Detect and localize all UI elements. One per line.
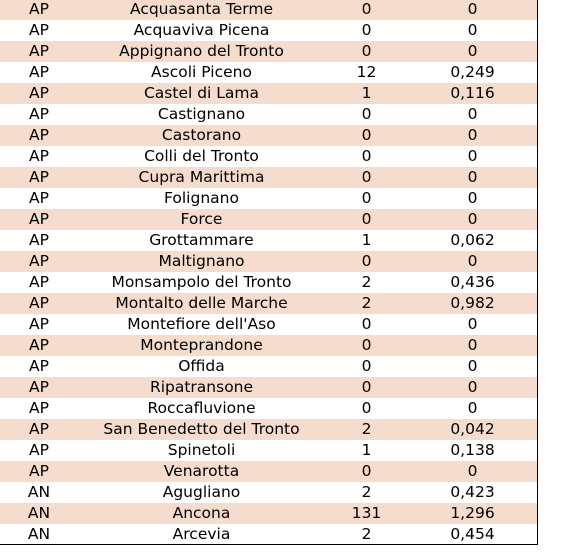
comune-name-cell: Castorano — [78, 125, 325, 146]
comune-name-cell: Appignano del Tronto — [78, 41, 325, 62]
count-cell: 0 — [361, 21, 372, 39]
rate-cell: 0 — [408, 461, 537, 482]
table-row — [0, 419, 537, 440]
province-cell: AP — [29, 399, 49, 417]
table-row — [0, 167, 537, 188]
comune-name-cell: Monsampolo del Tronto — [111, 273, 292, 291]
count-cell: 2 — [361, 273, 372, 291]
rate-cell: 1,296 — [408, 503, 537, 524]
count-cell: 0 — [325, 125, 408, 146]
rate-cell: 0 — [408, 377, 537, 398]
count-cell: 0 — [361, 357, 372, 375]
province-cell: AP — [29, 315, 49, 333]
province-cell: AN — [27, 525, 51, 543]
count-cell: 2 — [325, 419, 408, 440]
comune-name-cell: Offida — [178, 357, 225, 375]
province-cell: AP — [0, 335, 78, 356]
province-cell: AP — [0, 0, 78, 20]
province-cell: AP — [29, 21, 49, 39]
province-cell: AP — [0, 167, 78, 188]
count-cell: 0 — [361, 189, 372, 207]
rate-cell: 0,138 — [450, 441, 495, 459]
table-row — [0, 314, 537, 335]
table-row — [0, 104, 537, 125]
table-row — [0, 272, 537, 293]
count-cell: 1 — [361, 441, 372, 459]
province-cell: AP — [0, 251, 78, 272]
count-cell: 0 — [325, 167, 408, 188]
province-cell: AP — [29, 273, 49, 291]
table-row — [0, 503, 537, 524]
comune-name-cell: San Benedetto del Tronto — [78, 419, 325, 440]
table-row — [0, 146, 537, 167]
table-row — [0, 209, 537, 230]
rate-cell: 0,249 — [450, 63, 495, 81]
table-row — [0, 230, 537, 251]
table-row — [0, 62, 537, 83]
count-cell: 1 — [325, 83, 408, 104]
comune-name-cell: Colli del Tronto — [144, 147, 259, 165]
comune-name-cell: Venarotta — [78, 461, 325, 482]
comune-name-cell: Acquaviva Picena — [133, 21, 270, 39]
rate-cell: 0,062 — [450, 231, 495, 249]
count-cell: 0 — [361, 105, 372, 123]
rate-cell: 0 — [408, 0, 537, 20]
comune-name-cell: Ripatransone — [78, 377, 325, 398]
comune-name-cell: Cupra Marittima — [78, 167, 325, 188]
province-cell: AP — [29, 189, 49, 207]
table-row — [0, 482, 537, 503]
rate-cell: 0,423 — [450, 483, 495, 501]
rate-cell: 0 — [408, 209, 537, 230]
table-row — [0, 377, 537, 398]
province-cell: AP — [29, 105, 49, 123]
rate-cell: 0,982 — [408, 293, 537, 314]
table-row — [0, 125, 537, 146]
rate-cell: 0,042 — [408, 419, 537, 440]
province-cell: AP — [0, 83, 78, 104]
province-cell: AP — [29, 63, 49, 81]
comune-name-cell: Spinetoli — [167, 441, 236, 459]
count-cell: 2 — [325, 293, 408, 314]
province-cell: AP — [0, 125, 78, 146]
table-row — [0, 251, 537, 272]
comune-name-cell: Ascoli Piceno — [151, 63, 252, 81]
rate-cell: 0 — [408, 41, 537, 62]
province-cell: AP — [0, 293, 78, 314]
count-cell: 0 — [325, 377, 408, 398]
province-cell: AN — [27, 483, 51, 501]
count-cell: 0 — [361, 399, 372, 417]
count-cell: 0 — [325, 0, 408, 20]
count-cell: 131 — [325, 503, 408, 524]
province-cell: AP — [29, 147, 49, 165]
table-row — [0, 461, 537, 482]
comune-name-cell: Monteprandone — [78, 335, 325, 356]
rate-cell: 0 — [467, 105, 478, 123]
comune-name-cell: Arcevia — [172, 525, 231, 543]
province-cell: AP — [0, 461, 78, 482]
table-row — [0, 524, 537, 545]
table-row — [0, 41, 537, 62]
count-cell: 2 — [361, 525, 372, 543]
count-cell: 0 — [325, 335, 408, 356]
rate-cell: 0 — [408, 125, 537, 146]
comune-name-cell: Montalto delle Marche — [78, 293, 325, 314]
rate-cell: 0 — [467, 189, 478, 207]
province-cell: AP — [0, 209, 78, 230]
comune-name-cell: Maltignano — [78, 251, 325, 272]
comune-name-cell: Acquasanta Terme — [78, 0, 325, 20]
count-cell: 2 — [361, 483, 372, 501]
rate-cell: 0 — [467, 21, 478, 39]
count-cell: 0 — [325, 209, 408, 230]
province-cell: AP — [0, 377, 78, 398]
count-cell: 0 — [325, 41, 408, 62]
rate-cell: 0,454 — [450, 525, 495, 543]
comune-name-cell: Folignano — [164, 189, 239, 207]
rate-cell: 0 — [408, 335, 537, 356]
count-cell: 0 — [361, 147, 372, 165]
province-cell: AP — [29, 231, 49, 249]
province-cell: AP — [29, 441, 49, 459]
rate-cell: 0,436 — [450, 273, 495, 291]
table-row — [0, 0, 537, 20]
comune-name-cell: Roccafluvione — [147, 399, 256, 417]
province-cell: AP — [29, 357, 49, 375]
count-cell: 1 — [361, 231, 372, 249]
count-cell: 0 — [361, 315, 372, 333]
comune-name-cell: Force — [78, 209, 325, 230]
table-row — [0, 335, 537, 356]
table-row — [0, 356, 537, 377]
comune-name-cell: Grottammare — [149, 231, 254, 249]
rate-cell: 0 — [467, 315, 478, 333]
rate-cell: 0 — [467, 147, 478, 165]
province-cell: AN — [0, 503, 78, 524]
comune-name-cell: Castel di Lama — [78, 83, 325, 104]
table-row — [0, 20, 537, 41]
comune-name-cell: Castignano — [157, 105, 246, 123]
rate-cell: 0 — [467, 357, 478, 375]
table-row — [0, 293, 537, 314]
count-cell: 0 — [325, 461, 408, 482]
table-row — [0, 188, 537, 209]
table-row — [0, 83, 537, 104]
comune-name-cell: Montefiore dell'Aso — [127, 315, 276, 333]
province-cell: AP — [0, 419, 78, 440]
rate-cell: 0 — [408, 251, 537, 272]
rate-cell: 0,116 — [408, 83, 537, 104]
table-row — [0, 398, 537, 419]
province-cell: AP — [0, 41, 78, 62]
rate-cell: 0 — [467, 399, 478, 417]
comune-name-cell: Agugliano — [162, 483, 241, 501]
rate-cell: 0 — [408, 167, 537, 188]
count-cell: 12 — [356, 63, 377, 81]
comune-name-cell: Ancona — [78, 503, 325, 524]
table-row — [0, 440, 537, 461]
count-cell: 0 — [325, 251, 408, 272]
